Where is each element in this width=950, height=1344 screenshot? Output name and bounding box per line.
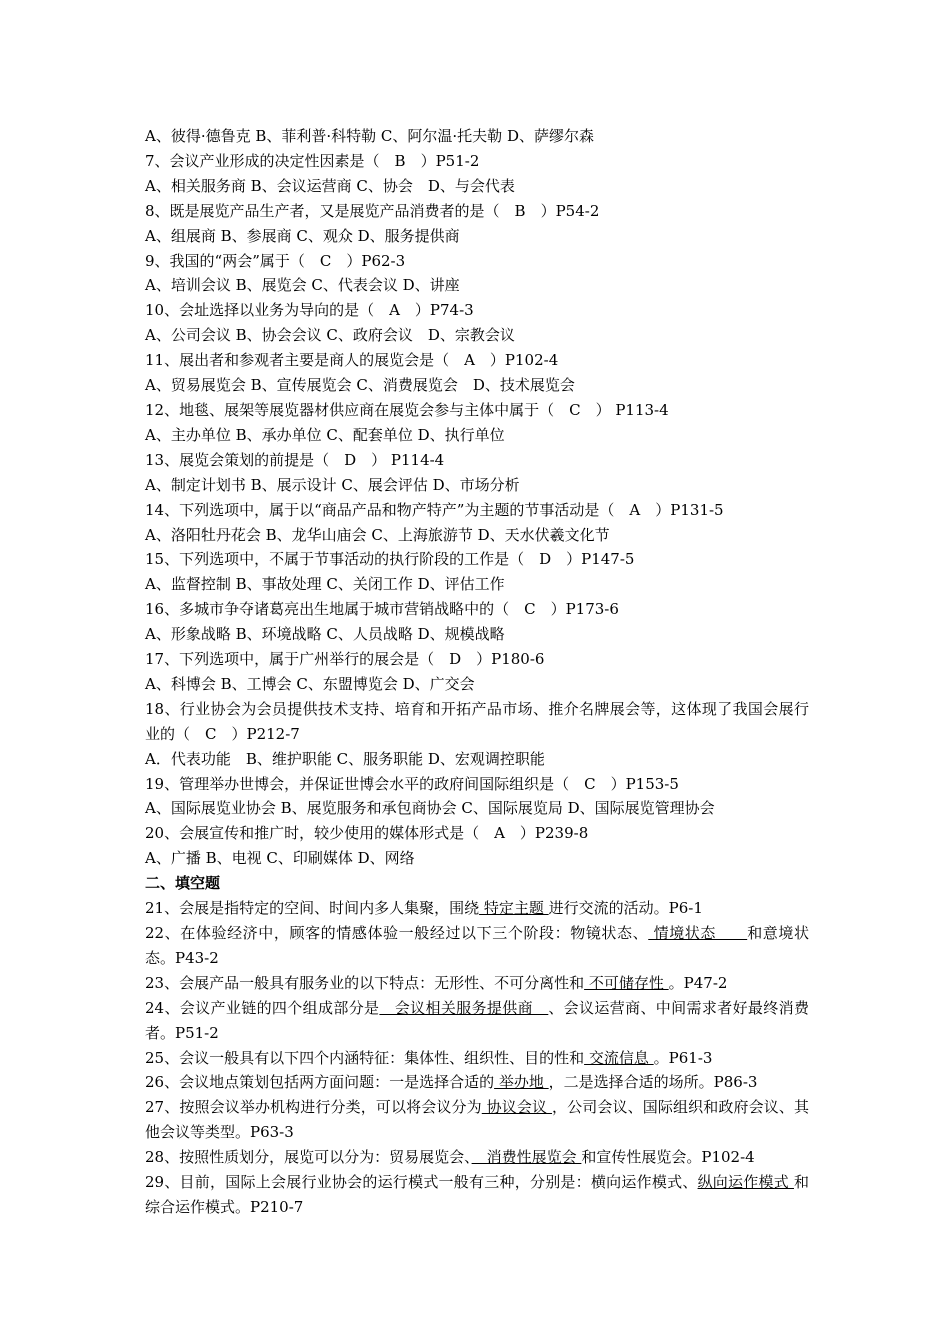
question-text: 进行交流的活动。P6-1 [548,899,703,918]
question-line: 13、展览会策划的前提是（ D ） P114-4 [145,450,445,469]
question-line: 7、会议产业形成的决定性因素是（ B ）P51-2 [145,151,480,170]
question-text: 、会议运营商、中间需求者好最终消费者。P51-2 [145,998,809,1042]
options-line: A、监督控制 B、事故处理 C、关闭工作 D、评估工作 [145,575,505,594]
options-line: A、洛阳牡丹花会 B、龙华山庙会 C、上海旅游节 D、天水伏羲文化节 [145,525,610,544]
options-line: A、相关服务商 B、会议运营商 C、协会 D、与会代表 [145,176,515,195]
options-line: A．代表功能 B、维护职能 C、服务职能 D、宏观调控职能 [145,749,545,768]
section-title: 二、填空题 [145,874,221,893]
question-text: 26、会议地点策划包括两方面问题：一是选择合适的 [145,1073,495,1092]
question-text: 24、会议产业链的四个组成部分是 [145,998,380,1017]
question-line: 9、我国的“两会”属于（ C ）P62-3 [145,251,406,270]
question-line: 19、管理举办世博会，并保证世博会水平的政府间国际组织是（ C ）P153-5 [145,774,679,793]
options-line: A、制定计划书 B、展示设计 C、展会评估 D、市场分析 [145,475,520,494]
question-text: ，公司会议、国际组织和政府会议、其他会议等类型。P63-3 [145,1098,809,1142]
question-text: 和意境状态。P43-2 [145,924,809,967]
fill-question [145,896,809,921]
answer-blank: 不可储存性 [584,973,669,992]
fill-question [145,1070,809,1095]
fill-question [145,921,809,971]
question-text: 29、目前，国际上会展行业协会的运行模式一般有三种，分别是：横向运作模式、 [145,1173,698,1192]
question-text: 和综合运作模式。P210-7 [145,1173,809,1216]
question-text: 22、在体验经济中，顾客的情感体验一般经过以下三个阶段：物镜状态、 [145,924,649,942]
question-line: 18、行业协会为会员提供技术支持、培育和开拓产品市场、推介名牌展会等，这体现了我国会展行业的（ C ）P212-7 [145,699,809,743]
question-text: 。P61-3 [653,1048,713,1067]
options-line: A、国际展览业协会 B、展览服务和承包商协会 C、国际展览局 D、国际展览管理协会 [145,799,715,818]
options-line: A、公司会议 B、协会会议 C、政府会议 D、宗教会议 [145,326,515,345]
options-line: A、主办单位 B、承办单位 C、配套单位 D、执行单位 [145,425,505,444]
answer-blank: 协议会议 [481,1098,553,1117]
question-line: 10、会址选择以业务为导向的是（ A ）P74-3 [145,301,474,320]
options-line: A、广播 B、电视 C、印刷媒体 D、网络 [145,849,415,868]
options-line: A、形象战略 B、环境战略 C、人员战略 D、规模战略 [145,625,505,644]
question-text: 21、会展是指特定的空间、时间内多人集聚，围绕 [145,899,480,918]
question-text: 和宣传性展览会。P102-4 [581,1148,755,1167]
question-line: 12、地毯、展架等展览器材供应商在展览会参与主体中属于（ C ） P113-4 [145,400,669,419]
document-page [145,124,809,1220]
fill-question [145,1046,809,1071]
question-text: 27、按照会议举办机构进行分类，可以将会议分为 [145,1098,482,1117]
options-line: A、贸易展览会 B、宣传展览会 C、消费展览会 D、技术展览会 [145,376,575,395]
fill-question [145,1095,809,1145]
answer-blank: 纵向运作模式 [697,1173,794,1192]
question-line: 11、展出者和参观者主要是商人的展览会是（ A ）P102-4 [145,351,559,370]
question-line: 17、下列选项中，属于广州举行的展会是（ D ）P180-6 [145,650,545,669]
options-line: A、培训会议 B、展览会 C、代表会议 D、讲座 [145,276,460,295]
question-text: 。P47-2 [668,973,728,992]
answer-blank: 消费性展览会 [471,1148,582,1167]
fill-question [145,996,809,1046]
text-line: A、彼得·德鲁克 B、菲利普·科特勒 C、阿尔温·托夫勒 D、萨缪尔森 [145,127,594,145]
answer-blank: 情境状态 [648,924,748,942]
answer-blank: 交流信息 [584,1048,654,1067]
answer-blank: 会议相关服务提供商 [379,998,549,1017]
question-line: 20、会展宣传和推广时，较少使用的媒体形式是（ A ）P239-8 [145,824,589,843]
question-line: 14、下列选项中，属于以“商品产品和物产特产”为主题的节事活动是（ A ）P131-5 [145,500,724,519]
question-text: 25、会议一般具有以下四个内涵特征：集体性、组织性、目的性和 [145,1048,585,1067]
question-line: 15、下列选项中，不属于节事活动的执行阶段的工作是（ D ）P147-5 [145,550,635,569]
question-text: 28、按照性质划分，展览可以分为：贸易展览会、 [145,1148,472,1167]
question-line: 8、既是展览产品生产者，又是展览产品消费者的是（ B ）P54-2 [145,201,600,220]
options-line: A、组展商 B、参展商 C、观众 D、服务提供商 [145,226,460,245]
question-text: ，二是选择合适的场所。P86-3 [548,1073,758,1092]
question-line: 16、多城市争夺诸葛亮出生地属于城市营销战略中的（ C ）P173-6 [145,600,619,619]
question-text: 23、会展产品一般具有服务业的以下特点：无形性、不可分离性和 [145,973,585,992]
fill-question [145,1170,809,1220]
answer-blank: 特定主题 [479,899,549,918]
answer-blank: 举办地 [494,1073,549,1092]
fill-question [145,971,809,996]
options-line: A、科博会 B、工博会 C、东盟博览会 D、广交会 [145,674,475,693]
fill-question [145,1145,809,1170]
